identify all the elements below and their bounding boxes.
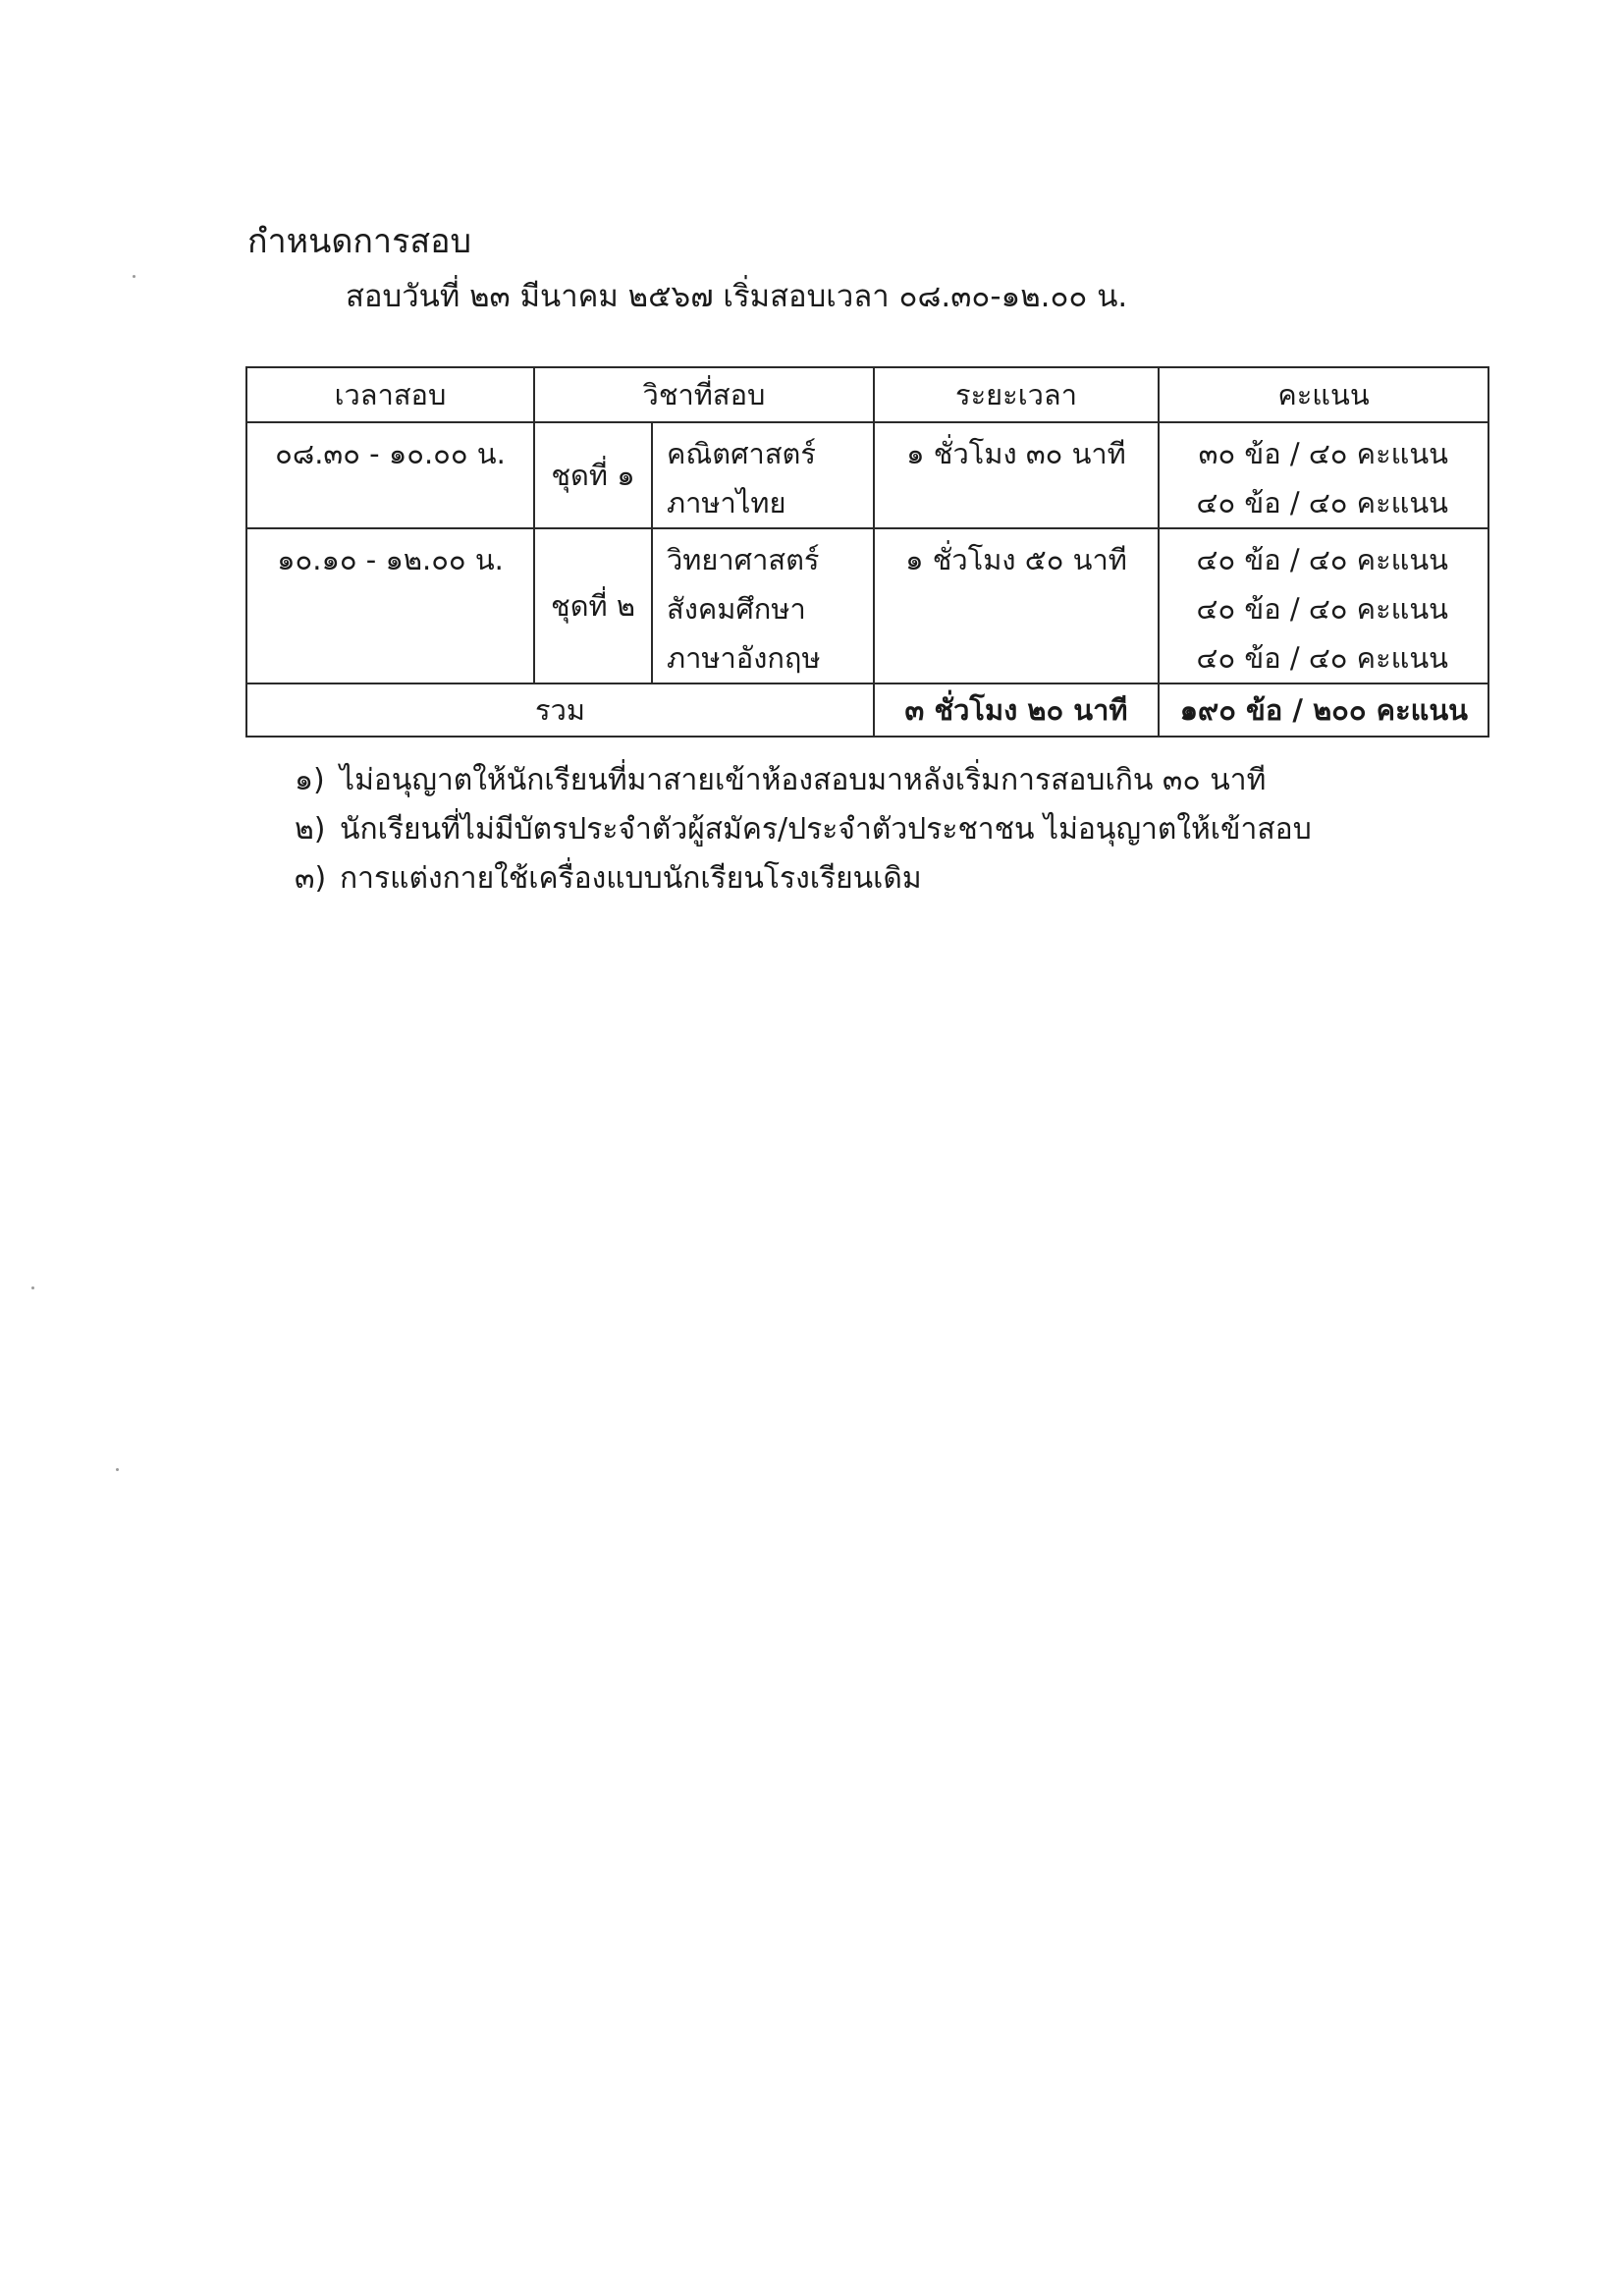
rule-text: นักเรียนที่ไม่มีบัตรประจำตัวผู้สมัคร/ประจำตัวประชาชน ไม่อนุญาตให้เข้าสอบ: [340, 812, 1312, 847]
exam-schedule-table: [245, 366, 1489, 738]
total-duration: ๓ ชั่วโมง ๒๐ นาที: [874, 683, 1159, 737]
score-item: ๓๐ ข้อ / ๔๐ คะแนน: [1198, 437, 1448, 470]
rule-text: การแต่งกายใช้เครื่องแบบนักเรียนโรงเรียนเดิม: [340, 861, 922, 896]
list-item: [295, 756, 1312, 805]
table-row: [246, 528, 1488, 683]
header-exam-time: เวลาสอบ: [246, 367, 534, 422]
header-duration: ระยะเวลา: [874, 367, 1159, 422]
row-subjects: [652, 528, 874, 683]
row-scores: [1159, 422, 1488, 528]
total-label: รวม: [246, 683, 874, 737]
set-text: ชุดที่ ๑: [551, 459, 635, 492]
total-score: ๑๙๐ ข้อ / ๒๐๐ คะแนน: [1159, 683, 1488, 737]
list-item: [295, 805, 1312, 854]
table-row: [246, 422, 1488, 528]
row-duration: [874, 528, 1159, 683]
list-item: [295, 854, 1312, 903]
row-time: [246, 528, 534, 683]
rule-number: ๓): [295, 861, 327, 896]
duration-text: ๑ ชั่วโมง ๓๐ นาที: [906, 437, 1126, 470]
scan-speck: [116, 1468, 119, 1471]
time-text: ๐๘.๓๐ - ๑๐.๐๐ น.: [275, 437, 506, 470]
scan-speck: [31, 1286, 34, 1289]
exam-rules-list: [295, 756, 1312, 903]
subject-item: คณิตศาสตร์: [667, 437, 816, 470]
subject-item: ภาษาอังกฤษ: [667, 641, 821, 675]
page-heading: กำหนดการสอบ: [247, 222, 472, 261]
row-set: [534, 422, 652, 528]
row-set: [534, 528, 652, 683]
header-subject: วิชาที่สอบ: [534, 367, 874, 422]
subject-item: สังคมศึกษา: [667, 592, 806, 626]
rule-text: ไม่อนุญาตให้นักเรียนที่มาสายเข้าห้องสอบมาหลังเริ่มการสอบเกิน ๓๐ นาที: [340, 763, 1267, 797]
header-score: คะแนน: [1159, 367, 1488, 422]
set-text: ชุดที่ ๒: [551, 589, 635, 623]
exam-date-line: สอบวันที่ ๒๓ มีนาคม ๒๕๖๗ เริ่มสอบเวลา ๐๘.๓๐-๑๒.๐๐ น.: [346, 279, 1128, 314]
row-duration: [874, 422, 1159, 528]
scan-speck: [133, 275, 135, 278]
score-item: ๔๐ ข้อ / ๔๐ คะแนน: [1196, 486, 1448, 519]
score-item: ๔๐ ข้อ / ๔๐ คะแนน: [1196, 543, 1448, 576]
table-header-row: [246, 367, 1488, 422]
rule-number: ๒): [295, 812, 326, 847]
subject-item: ภาษาไทย: [667, 486, 786, 519]
row-scores: [1159, 528, 1488, 683]
total-row: [246, 683, 1488, 737]
row-subjects: [652, 422, 874, 528]
rule-number: ๑): [295, 763, 325, 797]
time-text: ๑๐.๑๐ - ๑๒.๐๐ น.: [277, 543, 504, 576]
score-item: ๔๐ ข้อ / ๔๐ คะแนน: [1196, 641, 1448, 675]
row-time: [246, 422, 534, 528]
score-item: ๔๐ ข้อ / ๔๐ คะแนน: [1196, 592, 1448, 626]
subject-item: วิทยาศาสตร์: [667, 543, 820, 576]
duration-text: ๑ ชั่วโมง ๕๐ นาที: [905, 543, 1127, 576]
